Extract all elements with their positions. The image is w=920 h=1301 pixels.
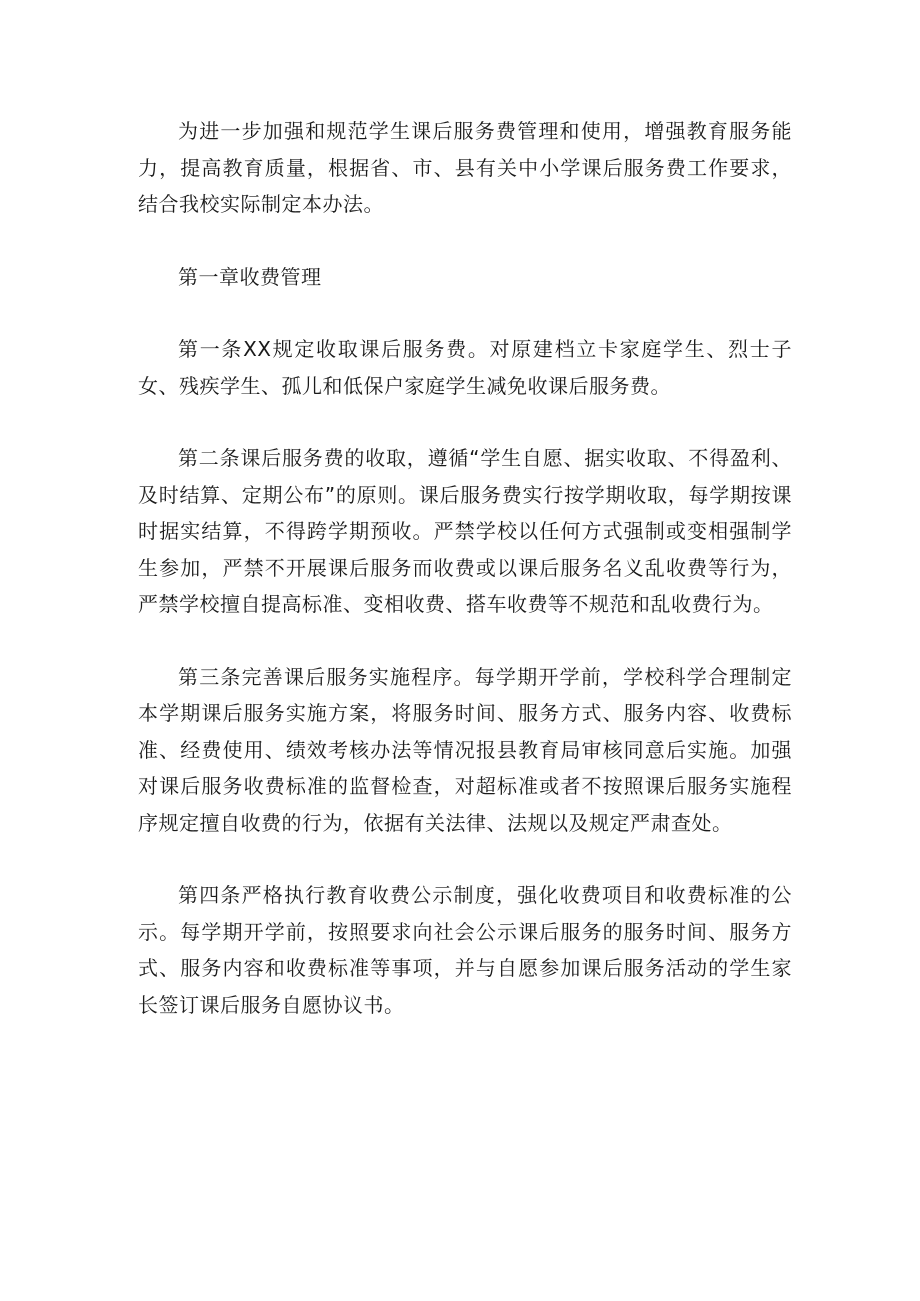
article-1-paragraph: 第一条XX规定收取课后服务费。对原建档立卡家庭学生、烈士子女、残疾学生、孤儿和低保户家庭学生减免收课后服务费。 bbox=[138, 337, 792, 398]
intro-paragraph: 为进一步加强和规范学生课后服务费管理和使用，增强教育服务能力，提高教育质量，根据省、市、县有关中小学课后服务费工作要求，结合我校实际制定本办法。 bbox=[138, 119, 792, 216]
chapter-heading: 第一章收费管理 bbox=[178, 264, 322, 289]
article-3-paragraph: 第三条完善课后服务实施程序。每学期开学前，学校科学合理制定本学期课后服务实施方案，将服务时间、服务方式、服务内容、收费标准、经费使用、绩效考核办法等情况报县教育局审核同意后实施。加强对课后服务收费标准的监督检查，对超标准或者不按照课后服务实施程序规定擅自收费的行为，依据有关法律、法规以及规定严肃查处。 bbox=[138, 664, 792, 835]
article-4-paragraph: 第四条严格执行教育收费公示制度，强化收费项目和收费标准的公示。每学期开学前，按照要求向社会公示课后服务的服务时间、服务方式、服务内容和收费标准等事项，并与自愿参加课后服务活动的学生家长签订课后服务自愿协议书。 bbox=[138, 883, 792, 1017]
document-body bbox=[138, 113, 792, 1059]
article-2-paragraph: 第二条课后服务费的收取，遵循“学生自愿、据实收取、不得盈利、及时结算、定期公布”的原则。课后服务费实行按学期收取，每学期按课时据实结算，不得跨学期预收。严禁学校以任何方式强制或变相强制学生参加，严禁不开展课后服务而收费或以课后服务名义乱收费等行为，严禁学校擅自提高标准、变相收费、搭车收费等不规范和乱收费行为。 bbox=[138, 446, 792, 616]
